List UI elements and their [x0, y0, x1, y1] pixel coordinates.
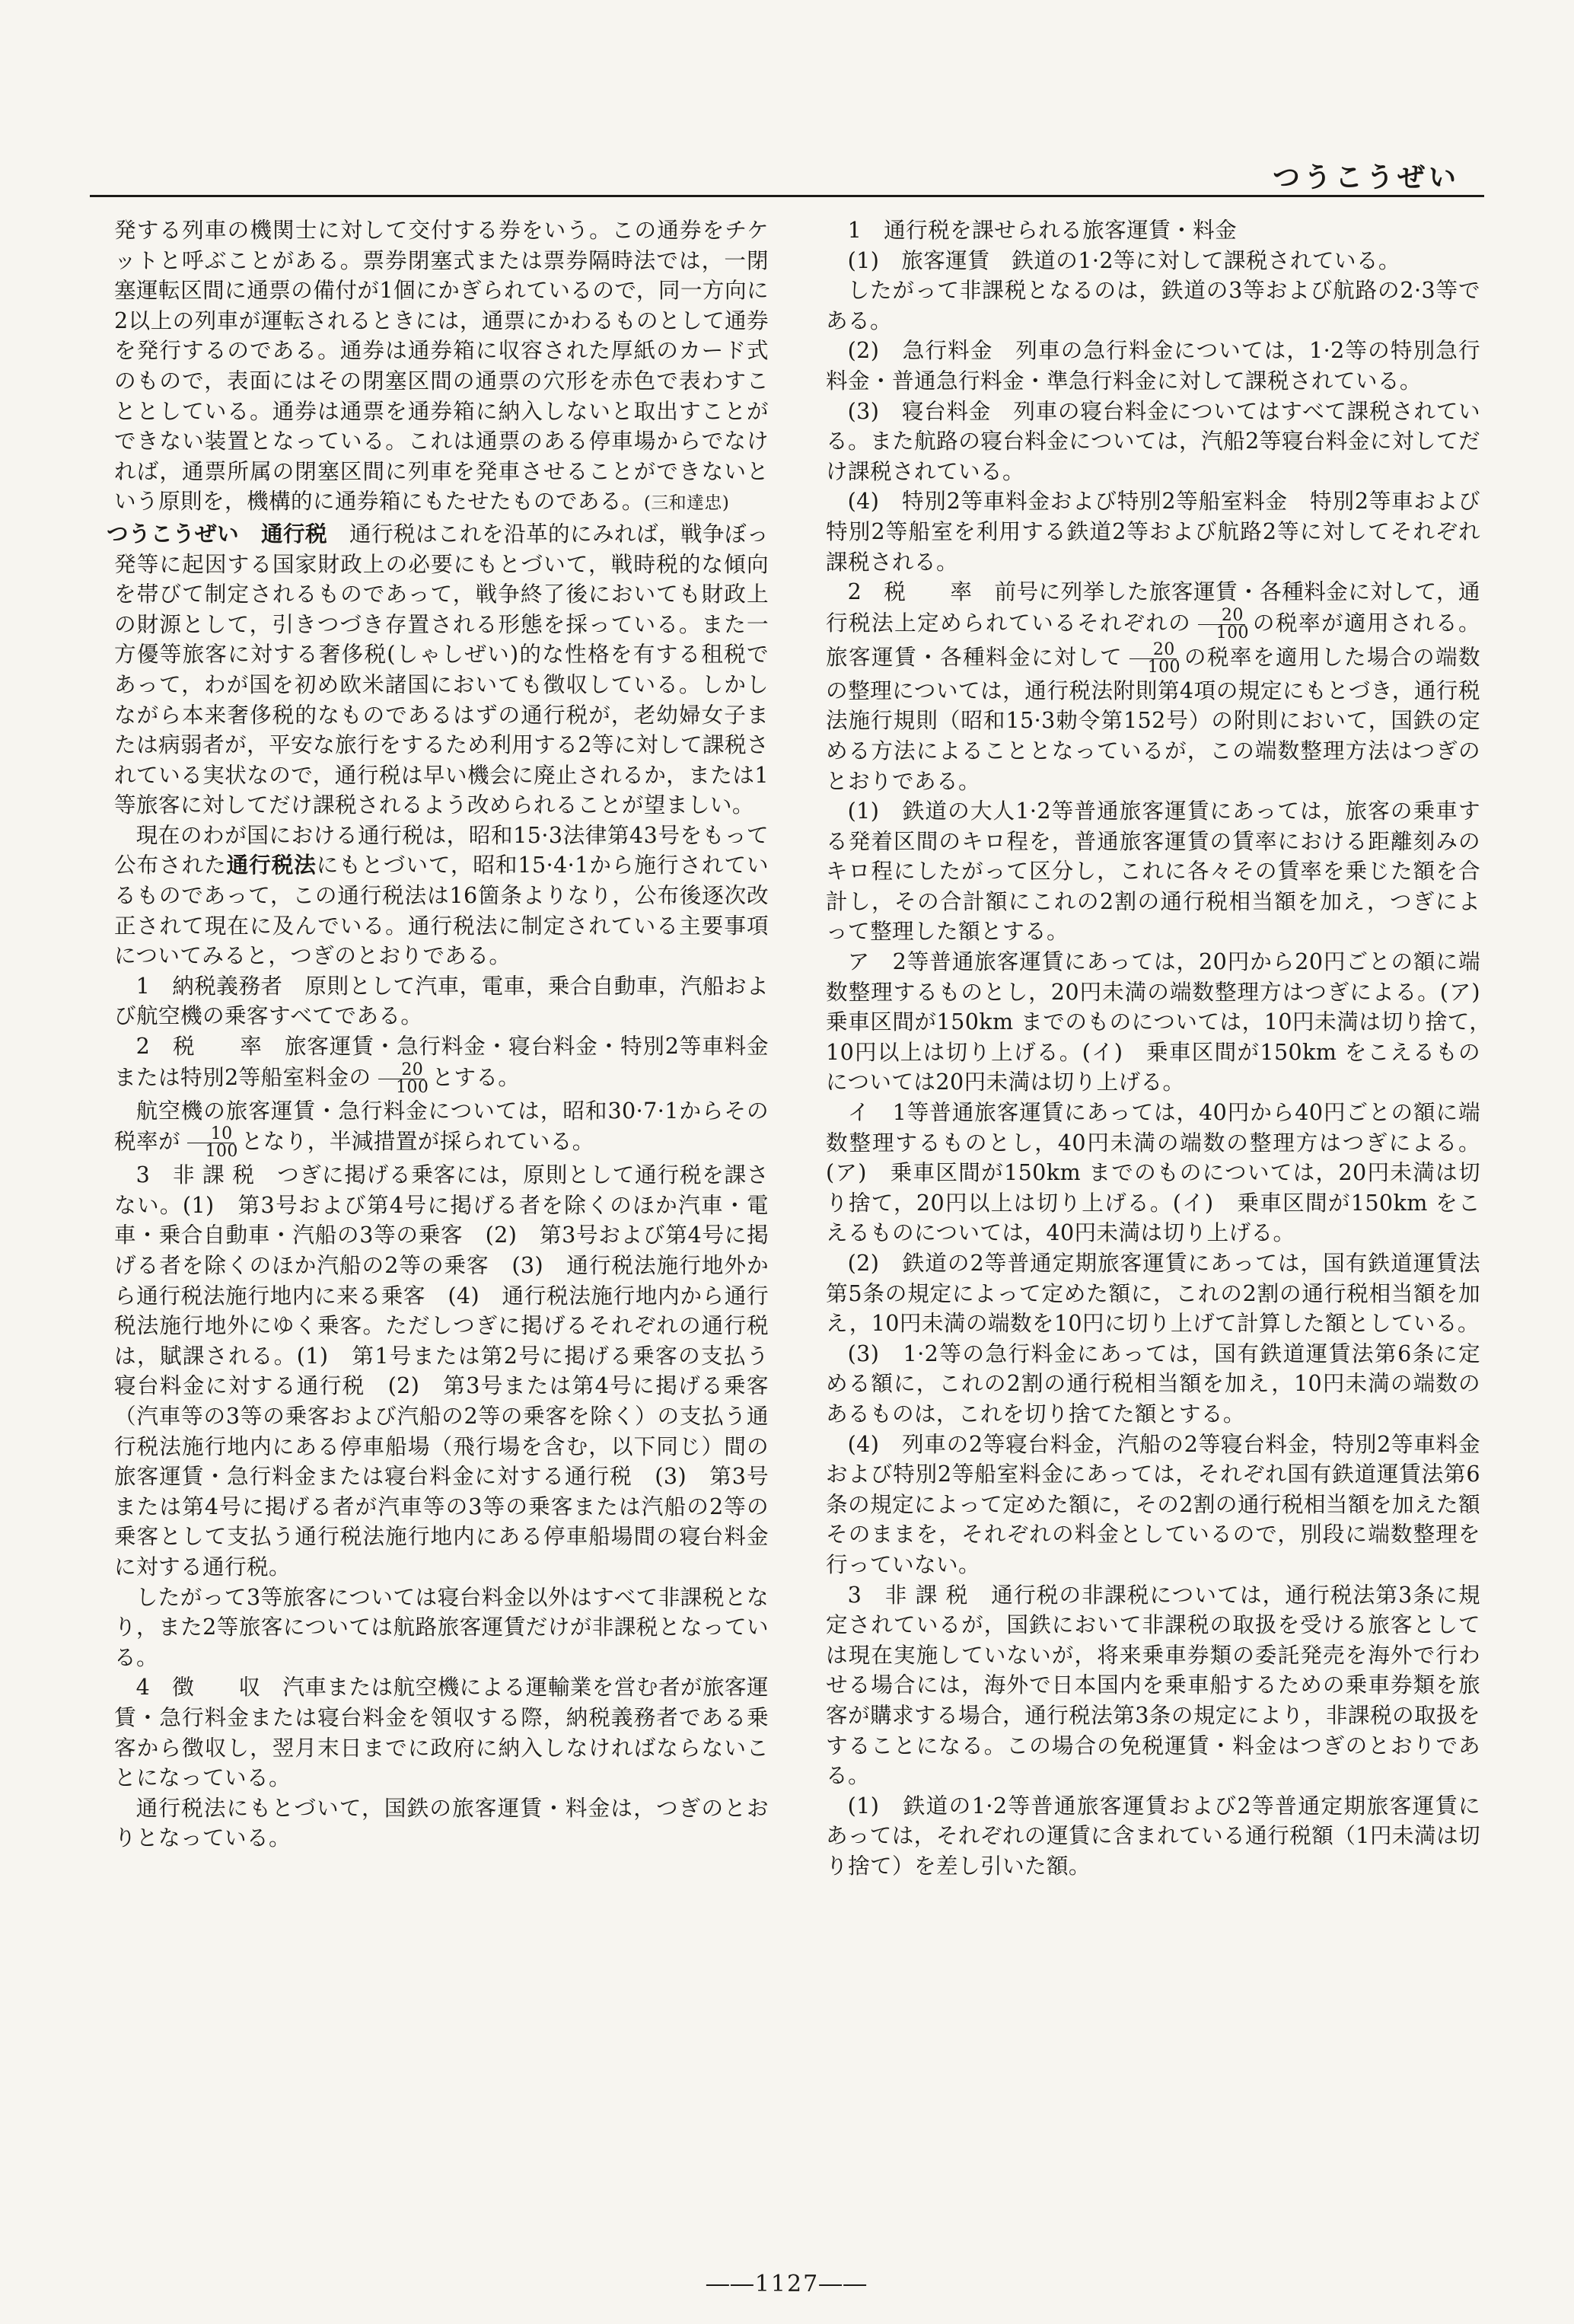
paragraph-text: となり，半減措置が採られている。: [241, 1128, 594, 1155]
paragraph: [114, 1096, 769, 1161]
paragraph: [114, 215, 769, 519]
fraction-numerator: 20: [1130, 642, 1176, 659]
fraction-denominator: 100: [205, 1142, 238, 1162]
paragraph-text: 2 税 率 旅客運賃・急行料金・寝台料金・特別2等車料金または特別2等船室料金の: [114, 1033, 769, 1090]
paragraph: [826, 577, 1480, 796]
paragraph: (2) 急行料金 列車の急行料金については，1·2等の特別急行料金・普通急行料金・準急行料金に対して課税されている。: [826, 337, 1480, 394]
paragraph: [114, 821, 769, 971]
law-term: 通行税法: [226, 852, 317, 878]
fraction-denominator: 100: [1216, 623, 1249, 642]
paragraph: (4) 特別2等車料金および特別2等船室料金 特別2等車および特別2等船室を利用する鉄道2等および航路2等に対してそれぞれ課税される。: [826, 488, 1480, 575]
paragraph: (2) 鉄道の2等普通定期旅客運賃にあっては，国有鉄道運賃法第5条の規定によって定めた額に，これの2割の通行税相当額を加え，10円未満の端数を10円に切り上げて計算した額としている。: [826, 1250, 1480, 1337]
paragraph-text: の税率を適用した場合の端数の整理については，通行税法附則第4項の規定にもとづき，通行税法施行規則（昭和15·3勅令第152号）の附則において，国鉄の定める方法によることとなっているが，この端数整理方法はつぎのとおりである。: [826, 643, 1481, 794]
paragraph: イ 1等普通旅客運賃にあっては，40円から40円ごとの額に端数整理するものとし，40円未満の端数の整理方はつぎによる。(ア) 乗車区間が150km までのものについては，20円未満は切り捨て，20円以上は切り上げる。(イ) 乗車区間が150km をこえるものについては，40円未満は切り上げる。: [826, 1099, 1480, 1246]
fraction: [1193, 607, 1251, 642]
fraction-denominator: 100: [1147, 657, 1180, 677]
paragraph-text: の税率が適用される。旅客運賃・各種料金に対して: [826, 609, 1480, 670]
fraction-numerator: 20: [1198, 607, 1244, 625]
paragraph-text: 現在のわが国における通行税は，昭和15·3法律第43号をもって公布された: [114, 821, 769, 878]
paragraph: (1) 鉄道の大人1·2等普通旅客運賃にあっては，旅客の乗車する発着区間のキロ程を，普通旅客運賃の賃率における距離刻みのキロ程にしたがって区分し，これに各々その賃率を乗じた額を合計し，その合計額にこれの2割の通行税相当額を加え，つぎによって整理した額とする。: [826, 798, 1480, 945]
paragraph: (3) 1·2等の急行料金にあっては，国有鉄道運賃法第6条に定める額に，これの2割の通行税相当額を加え，10円未満の端数のあるものは，これを切り捨てた額とする。: [826, 1340, 1480, 1427]
paragraph: 3 非 課 税 つぎに掲げる乗客には，原則として通行税を課さない。(1) 第3号および第4号に掲げる者を除くのほか汽車・電車・乗合自動車・汽船の3等の乗客 (2) 第3号および第4号に掲げる者を除くのほか汽船の2等の乗客 (3) 通行税法施行地外から通行税法施行地内に来る乗客 (4) 通行税法施行地内から通行税法施行地外にゆく乗客。ただしつぎに掲げるそれぞれの通行税は，賦課される。(1) 第1号または第2号に掲げる乗客の支払う寝台料金に対する通行税 (2) 第3号または第4号に掲げる乗客（汽車等の3等の乗客および汽船の2等の乗客を除く）の支払う通行税法施行地内にある停車船場（飛行場を含む，以下同じ）間の旅客運賃・急行料金または寝台料金に対する通行税 (3) 第3号または第4号に掲げる者が汽車等の3等の乗客または汽船の2等の乗客として支払う通行税法施行地内にある停車船場間の寝台料金に対する通行税。: [114, 1162, 769, 1580]
fraction-numerator: 10: [187, 1126, 234, 1143]
paragraph-text: 発する列車の機関士に対して交付する券をいう。この通券をチケットと呼ぶことがある。票券閉塞式または票券隔時法では，一閉塞運転区間に通票の備付が1個にかぎられているので，同一方向に2以上の列車が運転されるときには，通票にかわるものとして通券を発行するのである。通券は通券箱に収容された厚紙のカード式のもので，表面にはその閉塞区間の通票の穴形を赤色で表わすこととしている。通券は通票を通券箱に納入しないと取出すことができない装置となっている。これは通票のある停車場からでなければ，通票所属の閉塞区間に列車を発車させることができないという原則を，機構的に通券箱にもたせたものである。: [114, 217, 769, 515]
entry-paragraph: [107, 519, 769, 821]
paragraph: したがって3等旅客については寝台料金以外はすべて非課税となり，また2等旅客については航路旅客運賃だけが非課税となっている。: [114, 1583, 769, 1670]
paragraph: 3 非 課 税 通行税の非課税については，通行税法第3条に規定されているが，国鉄において非課税の取扱を受ける旅客としては現在実施していないが，将来乗車券類の委託発売を海外で行わせる場合には，海外で日本国内を乗車船するための乗車券類を旅客が購求する場合，通行税法第3条の規定により，非課税の取扱をすることになる。この場合の免税運賃・料金はつぎのとおりである。: [826, 1581, 1480, 1789]
paragraph: 1 納税義務者 原則として汽車，電車，乗合自動車，汽船および航空機の乗客すべてである。: [114, 972, 769, 1029]
paragraph-text: とする。: [432, 1063, 521, 1090]
paragraph: [114, 1031, 769, 1096]
fraction-numerator: 20: [378, 1062, 425, 1079]
paragraph: (1) 鉄道の1·2等普通旅客運賃および2等普通定期旅客運賃にあっては，それぞれの運賃に含まれている通行税額（1円未満は切り捨て）を差し引いた額。: [826, 1792, 1480, 1879]
paragraph: (1) 旅客運賃 鉄道の1·2等に対して課税されている。: [847, 247, 1400, 273]
author-credit: (三和達忠): [643, 493, 730, 514]
paragraph: したがって非課税となるのは，鉄道の3等および航路の2·3等である。: [826, 277, 1480, 333]
paragraph: 通行税法にもとづいて，国鉄の旅客運賃・料金は，つぎのとおりとなっている。: [114, 1794, 769, 1851]
entry-heading: つうこうぜい 通行税: [107, 520, 327, 547]
running-header: つうこうぜい: [1272, 161, 1460, 193]
paragraph: (4) 列車の2等寝台料金，汽船の2等寝台料金，特別2等車料金および特別2等船室料金にあっては，それぞれ国有鉄道運賃法第6条の規定によって定めた額に，その2割の通行税相当額を加えた額そのままを，それぞれの料金としているので，別段に端数整理を行っていない。: [826, 1430, 1480, 1577]
fraction: [182, 1126, 240, 1160]
fraction: [373, 1062, 431, 1096]
paragraph: ア 2等普通旅客運賃にあっては，20円から20円ごとの額に端数整理するものとし，20円未満の端数整理方はつぎによる。(ア) 乗車区間が150km までのものについては，10円未満は切り捨て， 10円以上は切り上げる。(イ) 乗車区間が150km をこえるものについては20円未満は切り上げる。: [826, 948, 1502, 1095]
left-column: [107, 215, 769, 1854]
paragraph-text: 航空機の旅客運賃・急行料金については，昭和30·7·1からその税率が: [114, 1097, 769, 1155]
fraction: [1124, 639, 1182, 677]
paragraph: (3) 寝台料金 列車の寝台料金についてはすべて課税されている。また航路の寝台料金については，汽船2等寝台料金に対してだけ課税されている。: [826, 397, 1480, 484]
paragraph-text: 通行税はこれを沿革的にみれば，戦争ぼっ発等に起因する国家財政上の必要にもとづいて，戦時税的な傾向を帯びて制定されるものであって，戦争終了後においても財政上の財源として，引きつづき存置される形態を採っている。また一方優等旅客に対する奢侈税(しゃしぜい)的な性格を有する租税であって，わが国を初め欧米諸国においても徴収している。しかしながら本来奢侈税的なものであるはずの通行税が，老幼婦女子または病弱者が，平安な旅行をするため利用する2等に対して課税されている実状なので，通行税は早い機会に廃止されるか，または1等旅客に対してだけ課税されるよう改められることが望ましい。: [114, 520, 769, 818]
paragraph-text: 2 税 率 前号に列挙した旅客運賃・各種料金に対して，通行税法上定められているそれぞれの: [826, 579, 1480, 636]
page-number: ――1127――: [706, 2271, 868, 2297]
paragraph: 1 通行税を課せられる旅客運賃・料金: [847, 217, 1238, 243]
header-rule: [90, 195, 1484, 197]
right-column: [826, 215, 1502, 1881]
fraction-denominator: 100: [396, 1077, 429, 1097]
paragraph-text: にもとづいて，昭和15·4·1から施行されているものであって，この通行税法は16箇条よりなり，公布後逐次改正されて現在に及んでいる。通行税法に制定されている主要事項についてみると，つぎのとおりである。: [114, 852, 769, 969]
paragraph: 4 徴 収 汽車または航空機による運輸業を営む者が旅客運賃・急行料金または寝台料金を領収する際，納税義務者である乗客から徴収し，翌月末日までに政府に納入しなければならないことになっている。: [114, 1674, 769, 1791]
